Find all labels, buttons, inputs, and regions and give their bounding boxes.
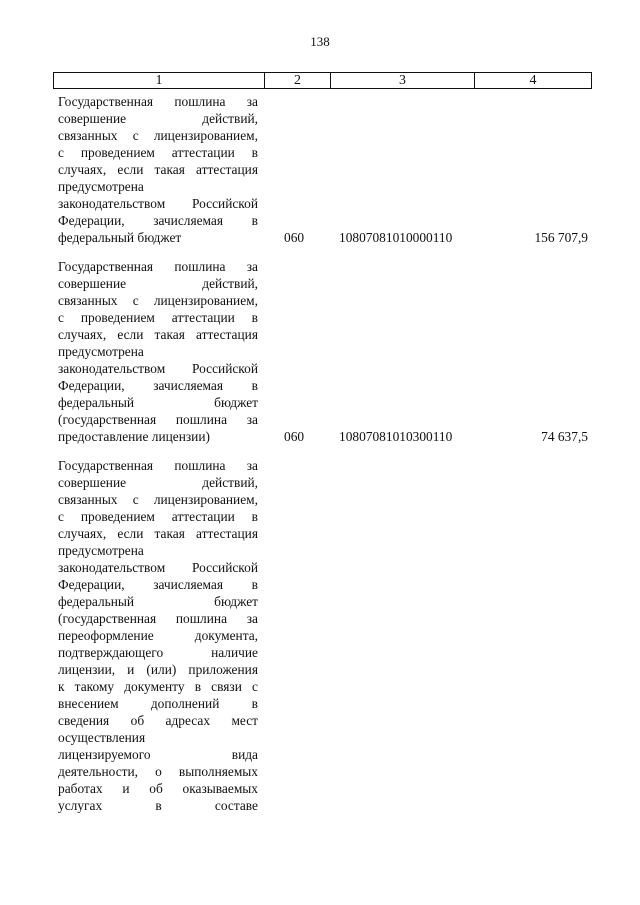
header-col-4: 4 xyxy=(529,72,537,88)
description-line: к такому документу в связи с xyxy=(58,679,258,694)
description-line: предусмотрена xyxy=(58,179,144,194)
description-line: совершение действий, xyxy=(58,111,258,126)
description-line: деятельности, о выполняемых xyxy=(58,764,258,779)
description-line: с проведением аттестации в xyxy=(58,509,258,524)
description-line: федеральный бюджет xyxy=(58,594,258,609)
header-col-1: 1 xyxy=(54,73,265,88)
description-line: предоставление лицензии) xyxy=(58,429,210,444)
description-line: случаях, если такая аттестация xyxy=(58,526,258,541)
page-number: 138 xyxy=(310,34,330,49)
description-line: федеральный бюджет xyxy=(58,395,258,410)
table-row xyxy=(58,457,592,814)
admin-code: 060 xyxy=(284,429,305,444)
description-line: услугах в составе xyxy=(58,798,258,813)
description-line: случаях, если такая аттестация xyxy=(58,327,258,342)
description-line: предусмотрена xyxy=(58,543,144,558)
description-line: Федерации, зачисляемая в xyxy=(58,577,258,592)
row-description xyxy=(58,258,258,445)
amount: 74 637,5 xyxy=(541,429,588,444)
description-line: совершение действий, xyxy=(58,276,258,291)
description-line: случаях, если такая аттестация xyxy=(58,162,258,177)
description-line: связанных с лицензированием, xyxy=(58,128,258,143)
description-line: Государственная пошлина за xyxy=(58,458,258,473)
table-header xyxy=(53,72,592,89)
description-line: законодательством Российской xyxy=(58,196,258,211)
header-col-2: 2 xyxy=(265,73,331,88)
amount: 156 707,9 xyxy=(534,230,588,245)
header-col-3: 3 xyxy=(331,73,475,88)
description-line: законодательством Российской xyxy=(58,560,258,575)
description-line: лицензируемого вида xyxy=(58,747,258,762)
admin-code: 060 xyxy=(284,230,305,245)
budget-classification-code: 10807081010300110 xyxy=(339,429,453,444)
description-line: совершение действий, xyxy=(58,475,258,490)
description-line: предусмотрена xyxy=(58,344,144,359)
row-description xyxy=(58,457,258,814)
description-line: Государственная пошлина за xyxy=(58,94,258,109)
description-line: с проведением аттестации в xyxy=(58,310,258,325)
description-line: лицензии, и (или) приложения xyxy=(58,662,258,677)
description-line: Государственная пошлина за xyxy=(58,259,258,274)
description-line: сведения об адресах мест xyxy=(58,713,258,728)
description-line: Федерации, зачисляемая в xyxy=(58,213,258,228)
description-line: переоформление документа, xyxy=(58,628,258,643)
description-line: (государственная пошлина за xyxy=(58,412,258,427)
description-line: внесением дополнений в xyxy=(58,696,258,711)
description-line: Федерации, зачисляемая в xyxy=(58,378,258,393)
description-line: федеральный бюджет xyxy=(58,230,182,245)
description-line: подтверждающего наличие xyxy=(58,645,258,660)
description-line: законодательством Российской xyxy=(58,361,258,376)
table-row xyxy=(58,258,592,445)
description-line: работах и об оказываемых xyxy=(58,781,258,796)
description-line: связанных с лицензированием, xyxy=(58,293,258,308)
description-line: связанных с лицензированием, xyxy=(58,492,258,507)
row-description xyxy=(58,93,258,246)
description-line: (государственная пошлина за xyxy=(58,611,258,626)
description-line: с проведением аттестации в xyxy=(58,145,258,160)
description-line: осуществления xyxy=(58,730,146,745)
budget-classification-code: 10807081010000110 xyxy=(339,230,453,245)
table-row xyxy=(58,93,592,246)
